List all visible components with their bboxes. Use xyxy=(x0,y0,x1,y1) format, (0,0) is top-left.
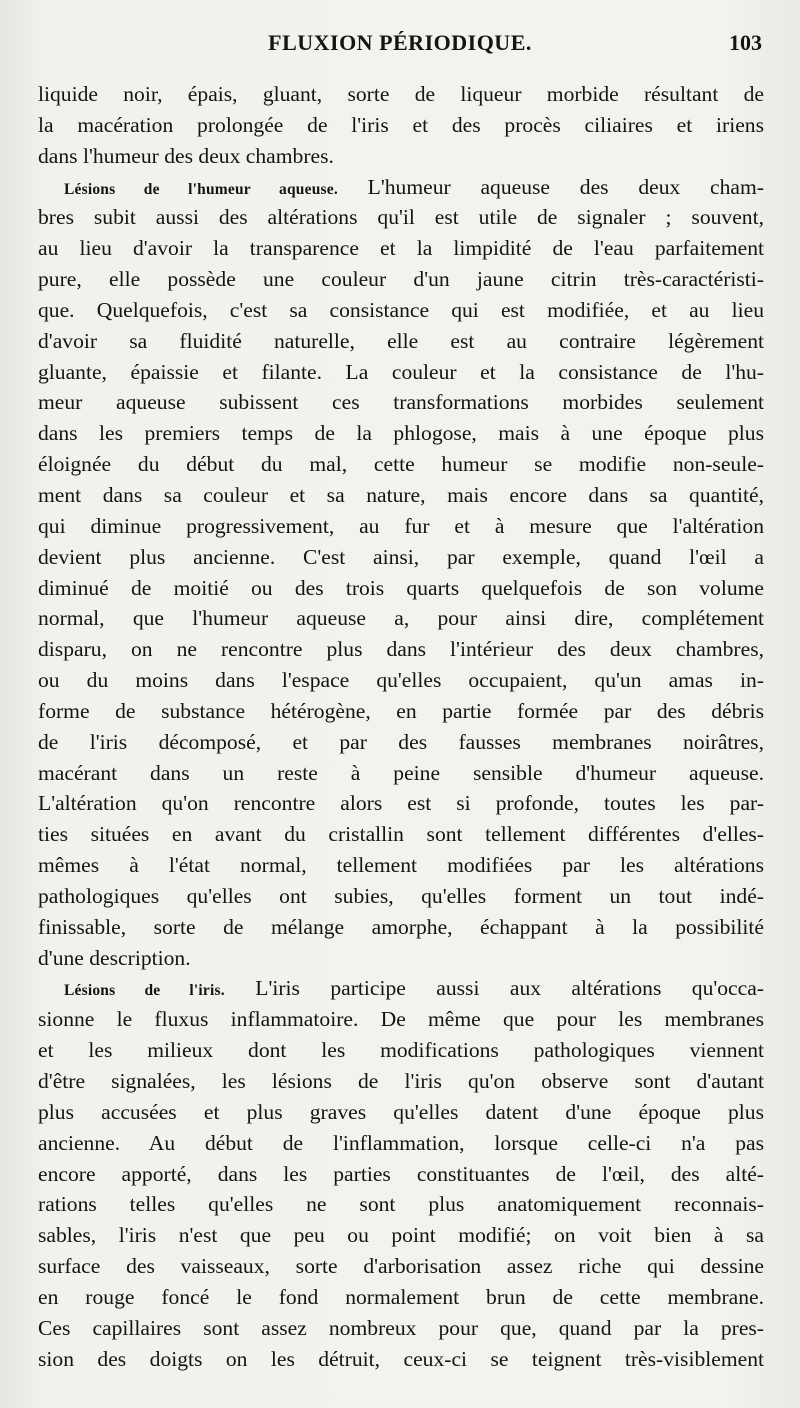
line-text: mêmes à l'état normal, tellement modifiées par les altérations xyxy=(38,853,764,878)
text-line xyxy=(38,387,764,418)
text-line xyxy=(38,1344,764,1375)
text-line xyxy=(38,357,764,388)
line-text: disparu, on ne rencontre plus dans l'intérieur des deux chambres, xyxy=(38,637,764,662)
line-text: sion des doigts on les détruit, ceux-ci se teignent très-visiblement xyxy=(38,1346,764,1371)
text-line xyxy=(38,449,764,480)
text-line xyxy=(38,233,764,264)
line-text: dans l'humeur des deux chambres. xyxy=(38,143,334,168)
line-text: finissable, sorte de mélange amorphe, échappant à la possibilité xyxy=(38,914,764,939)
text-line xyxy=(38,141,764,172)
text-line xyxy=(38,603,764,634)
line-text: ment dans sa couleur et sa nature, mais encore dans sa quantité, xyxy=(38,482,764,507)
line-text: d'une description. xyxy=(38,945,191,970)
text-line xyxy=(38,912,764,943)
text-line xyxy=(38,110,764,141)
text-line xyxy=(38,1066,764,1097)
line-text: gluante, épaissie et filante. La couleur et la consistance de l'hu- xyxy=(38,359,764,384)
line-text: surface des vaisseaux, sorte d'arborisation assez riche qui dessine xyxy=(38,1254,764,1279)
line-text: d'être signalées, les lésions de l'iris qu'on observe sont d'autant xyxy=(38,1069,764,1093)
line-text: devient plus ancienne. C'est ainsi, par exemple, quand l'œil a xyxy=(38,544,764,569)
line-text: ties situées en avant du cristallin sont tellement différentes d'elles- xyxy=(38,822,764,847)
text-line xyxy=(38,727,764,758)
line-text: plus accusées et plus graves qu'elles datent d'une époque plus xyxy=(38,1099,764,1124)
paragraph-start-line xyxy=(38,973,764,1004)
line-text: au lieu d'avoir la transparence et la limpidité de l'eau parfaitement xyxy=(38,236,764,261)
text-line xyxy=(38,1097,764,1128)
text-line xyxy=(38,881,764,912)
text-line xyxy=(38,542,764,573)
line-text: normal, que l'humeur aqueuse a, pour ainsi dire, complétement xyxy=(38,606,764,631)
line-text: forme de substance hétérogène, en partie formée par des débris xyxy=(38,698,764,723)
section-rubric: Lésions de l'humeur aqueuse. xyxy=(64,180,338,198)
text-line xyxy=(38,326,764,357)
text-line xyxy=(38,295,764,326)
text-line xyxy=(38,1251,764,1282)
line-text: L'humeur aqueuse des deux cham- xyxy=(367,174,764,199)
text-line xyxy=(38,819,764,850)
line-text: pure, elle possède une couleur d'un jaune citrin très-caractéristi- xyxy=(38,267,764,292)
line-text: sionne le fluxus inflammatoire. De même que pour les membranes xyxy=(38,1007,764,1032)
line-text: éloignée du début du mal, cette humeur se modifie non-seule- xyxy=(38,452,764,477)
text-line xyxy=(38,788,764,819)
line-text: encore apporté, dans les parties constituantes de l'œil, des alté- xyxy=(38,1161,764,1186)
line-text: d'avoir sa fluidité naturelle, elle est au contraire légèrement xyxy=(38,328,764,353)
running-title: FLUXION PÉRIODIQUE. xyxy=(268,30,532,55)
text-line xyxy=(38,1313,764,1344)
line-text: ou du moins dans l'espace qu'elles occupaient, qu'un amas in- xyxy=(38,668,764,693)
text-line xyxy=(38,850,764,881)
line-text: de l'iris décomposé, et par des fausses membranes noirâtres, xyxy=(38,729,764,754)
text-line xyxy=(38,1220,764,1251)
text-line xyxy=(38,79,764,110)
line-text: qui diminue progressivement, au fur et à mesure que l'altération xyxy=(38,513,764,538)
line-text: dans les premiers temps de la phlogose, mais à une époque plus xyxy=(38,421,764,446)
line-text: liquide noir, épais, gluant, sorte de liqueur morbide résultant de xyxy=(38,82,764,106)
body-text xyxy=(38,79,764,1374)
text-line xyxy=(38,696,764,727)
line-text: bres subit aussi des altérations qu'il est utile de signaler ; souvent, xyxy=(38,205,764,230)
text-line xyxy=(38,1189,764,1220)
text-line xyxy=(38,264,764,295)
text-line xyxy=(38,943,764,974)
page-number: 103 xyxy=(729,30,762,55)
line-text: Ces capillaires sont assez nombreux pour que, quand par la pres- xyxy=(38,1315,764,1340)
line-text: rations telles qu'elles ne sont plus anatomiquement reconnais- xyxy=(38,1192,764,1217)
text-line xyxy=(38,511,764,542)
text-line xyxy=(38,1159,764,1190)
line-text: la macération prolongée de l'iris et des procès ciliaires et iriens xyxy=(38,112,764,137)
line-text: meur aqueuse subissent ces transformations morbides seulement xyxy=(38,390,764,415)
line-text: L'altération qu'on rencontre alors est si profonde, toutes les par- xyxy=(38,791,764,816)
text-line xyxy=(38,1035,764,1066)
line-text: pathologiques qu'elles ont subies, qu'elles forment un tout indé- xyxy=(38,883,764,908)
text-line xyxy=(38,480,764,511)
line-text: sables, l'iris n'est que peu ou point modifié; on voit bien à sa xyxy=(38,1223,764,1248)
text-line xyxy=(38,573,764,604)
section-rubric: Lésions de l'iris. xyxy=(64,982,225,1000)
text-line xyxy=(38,1282,764,1313)
page-header xyxy=(38,30,762,66)
line-text: et les milieux dont les modifications pathologiques viennent xyxy=(38,1038,764,1063)
text-line xyxy=(38,1128,764,1159)
text-line xyxy=(38,418,764,449)
line-text: que. Quelquefois, c'est sa consistance qui est modifiée, et au lieu xyxy=(38,297,764,322)
text-line xyxy=(38,758,764,789)
line-text: diminué de moitié ou des trois quarts quelquefois de son volume xyxy=(38,575,764,600)
line-text: L'iris participe aussi aux altérations qu'occa- xyxy=(255,976,765,1001)
text-line xyxy=(38,1004,764,1035)
paragraph-start-line xyxy=(38,172,764,203)
text-line xyxy=(38,665,764,696)
text-line xyxy=(38,634,764,665)
text-line xyxy=(38,202,764,233)
line-text: ancienne. Au début de l'inflammation, lorsque celle-ci n'a pas xyxy=(38,1130,764,1155)
line-text: macérant dans un reste à peine sensible d'humeur aqueuse. xyxy=(38,760,764,785)
line-text: en rouge foncé le fond normalement brun de cette membrane. xyxy=(38,1284,764,1309)
